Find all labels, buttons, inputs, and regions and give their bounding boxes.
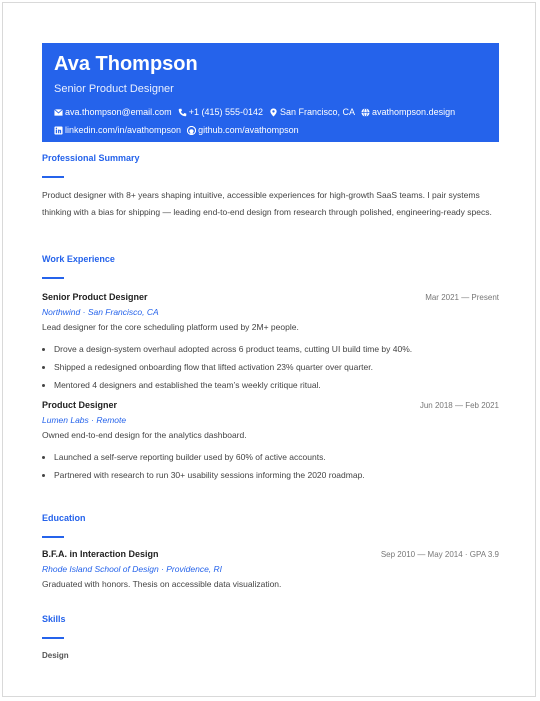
contact-linkedin-text: linkedin.com/in/avathompson bbox=[65, 125, 182, 135]
contact-email[interactable] bbox=[54, 106, 172, 118]
job-dates: Jun 2018 — Feb 2021 bbox=[419, 401, 499, 410]
contact-linkedin[interactable] bbox=[54, 124, 181, 136]
section-rule bbox=[42, 536, 64, 538]
contact-list bbox=[54, 106, 487, 136]
job-header bbox=[42, 400, 499, 410]
summary-section bbox=[42, 152, 499, 221]
list-item: • Drove a design-system overhaul adopted across 6 product teams, cutting UI build time by 40%. bbox=[54, 340, 499, 358]
job-entry bbox=[42, 292, 499, 394]
location-pin-icon bbox=[269, 108, 278, 117]
job-dates: Mar 2021 — Present bbox=[425, 293, 499, 302]
degree-title: B.F.A. in Interaction Design bbox=[42, 549, 159, 559]
contact-github[interactable] bbox=[187, 124, 299, 136]
contact-github-text: github.com/avathompson bbox=[198, 125, 299, 135]
school-name: Rhode Island School of Design · Providence, RI bbox=[42, 564, 223, 574]
job-description: Lead designer for the core scheduling platform used by 2M+ people. bbox=[42, 322, 299, 332]
resume-header bbox=[42, 43, 499, 142]
contact-phone[interactable] bbox=[178, 106, 263, 118]
candidate-title: Senior Product Designer bbox=[54, 83, 174, 95]
job-description: Owned end-to-end design for the analytics dashboard. bbox=[42, 430, 247, 440]
globe-icon bbox=[361, 108, 370, 117]
summary-heading: Professional Summary bbox=[42, 153, 140, 163]
contact-website[interactable] bbox=[361, 106, 455, 118]
job-title: Senior Product Designer bbox=[42, 292, 148, 302]
education-header bbox=[42, 549, 499, 559]
section-rule bbox=[42, 637, 64, 639]
education-section bbox=[42, 512, 499, 591]
section-rule bbox=[42, 277, 64, 279]
contact-phone-text: +1 (415) 555-0142 bbox=[188, 107, 263, 117]
summary-text: Product designer with 8+ years shaping intuitive, accessible experiences for high-growth SaaS teams. I pair systems thinking with a bias for shipping — leading end-to-end design from research through polished, engineering-ready specs. bbox=[42, 190, 492, 217]
education-dates: Sep 2010 — May 2014 · GPA 3.9 bbox=[380, 550, 499, 559]
github-icon bbox=[187, 126, 196, 135]
contact-location bbox=[269, 106, 355, 118]
job-bullets bbox=[42, 448, 499, 484]
section-rule bbox=[42, 176, 64, 178]
mail-icon bbox=[54, 108, 63, 117]
list-item: • Partnered with research to run 30+ usability sessions informing the 2020 roadmap. bbox=[54, 466, 499, 484]
skills-section bbox=[42, 613, 499, 660]
contact-location-text: San Francisco, CA bbox=[280, 107, 356, 117]
education-entry bbox=[42, 549, 499, 591]
job-bullets bbox=[42, 340, 499, 394]
linkedin-icon bbox=[54, 126, 63, 135]
experience-heading: Work Experience bbox=[42, 254, 115, 264]
education-description: Graduated with honors. Thesis on accessible data visualization. bbox=[42, 579, 282, 589]
contact-email-text: ava.thompson@email.com bbox=[65, 107, 172, 117]
job-organization: Lumen Labs · Remote bbox=[42, 415, 127, 425]
skill-group-label: Design bbox=[42, 651, 69, 660]
contact-website-text: avathompson.design bbox=[372, 107, 456, 117]
education-heading: Education bbox=[42, 513, 86, 523]
contact-row-2 bbox=[54, 124, 487, 136]
phone-icon bbox=[178, 108, 187, 117]
list-item: • Launched a self-serve reporting builder used by 60% of active accounts. bbox=[54, 448, 499, 466]
contact-row-1 bbox=[54, 106, 487, 118]
experience-section bbox=[42, 253, 499, 484]
job-header bbox=[42, 292, 499, 302]
candidate-name: Ava Thompson bbox=[54, 53, 198, 75]
job-organization: Northwind · San Francisco, CA bbox=[42, 307, 159, 317]
job-entry bbox=[42, 400, 499, 484]
list-item: • Mentored 4 designers and established the team’s weekly critique ritual. bbox=[54, 376, 499, 394]
list-item: • Shipped a redesigned onboarding flow that lifted activation 23% quarter over quarter. bbox=[54, 358, 499, 376]
job-title: Product Designer bbox=[42, 400, 118, 410]
skills-heading: Skills bbox=[42, 614, 66, 624]
